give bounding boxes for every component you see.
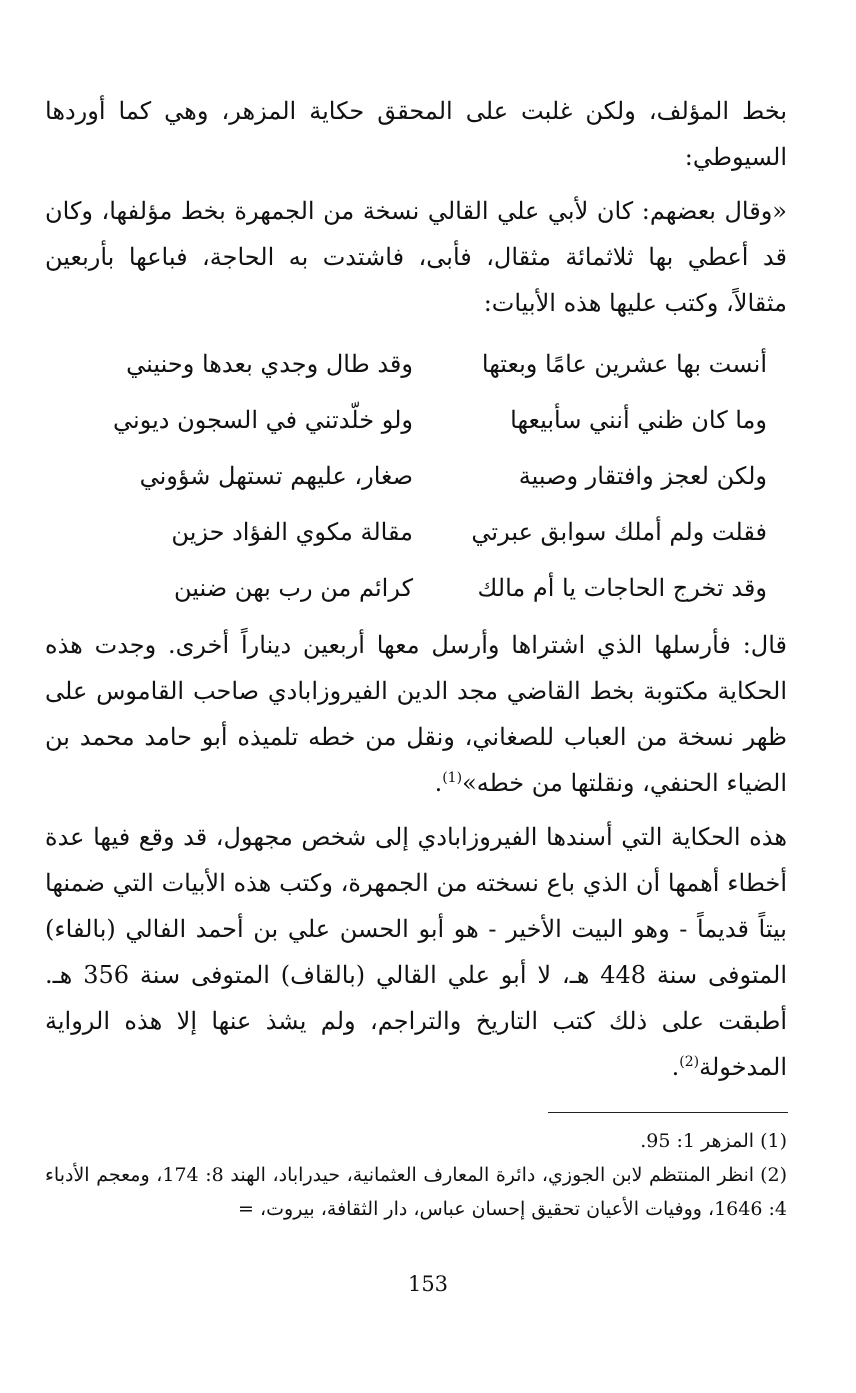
period: . bbox=[671, 1053, 680, 1081]
footnotes bbox=[45, 1124, 787, 1226]
footnote-mark: (1) bbox=[760, 1130, 787, 1152]
quote-end-text: قال: فأرسلها الذي اشتراها وأرسل معها أربعين ديناراً أخرى. وجدت هذه الحكاية مكتوبة بخط القاضي مجد الدين الفيروزابادي صاحب القاموس على ظهر نسخة من العباب للصغاني، ونقل من خطه تلميذه أبو حامد محمد بن الضياء الحنفي، ونقلتها من خطه» bbox=[45, 631, 787, 797]
verse-second-hemistich: صغار، عليهم تستهل شؤوني bbox=[139, 462, 413, 490]
paragraph-quote-end bbox=[45, 622, 787, 806]
poem-verse bbox=[103, 392, 767, 448]
poem-verse bbox=[103, 560, 767, 616]
verse-second-hemistich: كرائم من رب بهن ضنين bbox=[174, 574, 413, 602]
verse-second-hemistich: وقد طال وجدي بعدها وحنيني bbox=[126, 350, 413, 378]
verse-second-hemistich: ولو خلّدتني في السجون ديوني bbox=[113, 406, 413, 434]
poem bbox=[45, 336, 787, 616]
verse-first-hemistich: أنست بها عشرين عامًا وبعتها bbox=[481, 350, 767, 378]
footnote-mark: (2) bbox=[760, 1164, 787, 1186]
footnote-2 bbox=[45, 1158, 787, 1226]
period: . bbox=[434, 769, 443, 797]
verse-first-hemistich: ولكن لعجز وافتقار وصبية bbox=[518, 462, 767, 490]
footnote-text: انظر المنتظم لابن الجوزي، دائرة المعارف العثمانية، حيدراباد، الهند 8: 174، ومعجم الأدباء 4: 1646، ووفيات الأعيان تحقيق إحسان عباس، دار الثقافة، بيروت، = bbox=[45, 1164, 787, 1220]
verse-first-hemistich: وقد تخرج الحاجات يا أم مالك bbox=[477, 574, 767, 602]
paragraph-intro: بخط المؤلف، ولكن غلبت على المحقق حكاية المزهر، وهي كما أوردها السيوطي: bbox=[45, 97, 787, 171]
footnote-text: المزهر 1: 95. bbox=[640, 1130, 755, 1152]
footnote-ref-1: (1) bbox=[442, 770, 463, 786]
page-body bbox=[45, 88, 787, 1090]
analysis-text: هذه الحكاية التي أسندها الفيروزابادي إلى شخص مجهول، قد وقع فيها عدة أخطاء أهمها أن الذي باع نسخته من الجمهرة، وكتب هذه الأبيات التي ضمنها بيتاً قديماً - وهو البيت الأخير - هو أبو الحسن علي بن أحمد الفالي (بالفاء) المتوفى سنة 448 هـ، لا أبو علي القالي (بالقاف) المتوفى سنة 356 هـ. أطبقت على ذلك كتب التاريخ والتراجم، ولم يشذ عنها إلا هذه الرواية المدخولة bbox=[45, 823, 787, 1081]
poem-verse bbox=[103, 448, 767, 504]
footnote-ref-2: (2) bbox=[679, 1054, 700, 1070]
footnote-separator bbox=[548, 1112, 788, 1113]
page-number: 153 bbox=[407, 1272, 449, 1296]
paragraph-quote-start: «وقال بعضهم: كان لأبي علي القالي نسخة من الجمهرة بخط مؤلفها، وكان قد أعطي بها ثلاثمائة مثقال، فأبى، فاشتدت به الحاجة، فباعها بأربعين مثقالاً، وكتب عليها هذه الأبيات: bbox=[45, 197, 787, 317]
verse-first-hemistich: فقلت ولم أملك سوابق عبرتي bbox=[471, 518, 767, 546]
verse-second-hemistich: مقالة مكوي الفؤاد حزين bbox=[171, 518, 413, 546]
verse-first-hemistich: وما كان ظني أنني سأبيعها bbox=[510, 406, 767, 434]
poem-verse bbox=[103, 336, 767, 392]
footnote-1 bbox=[45, 1124, 787, 1158]
paragraph-analysis bbox=[45, 814, 787, 1090]
poem-verse bbox=[103, 504, 767, 560]
